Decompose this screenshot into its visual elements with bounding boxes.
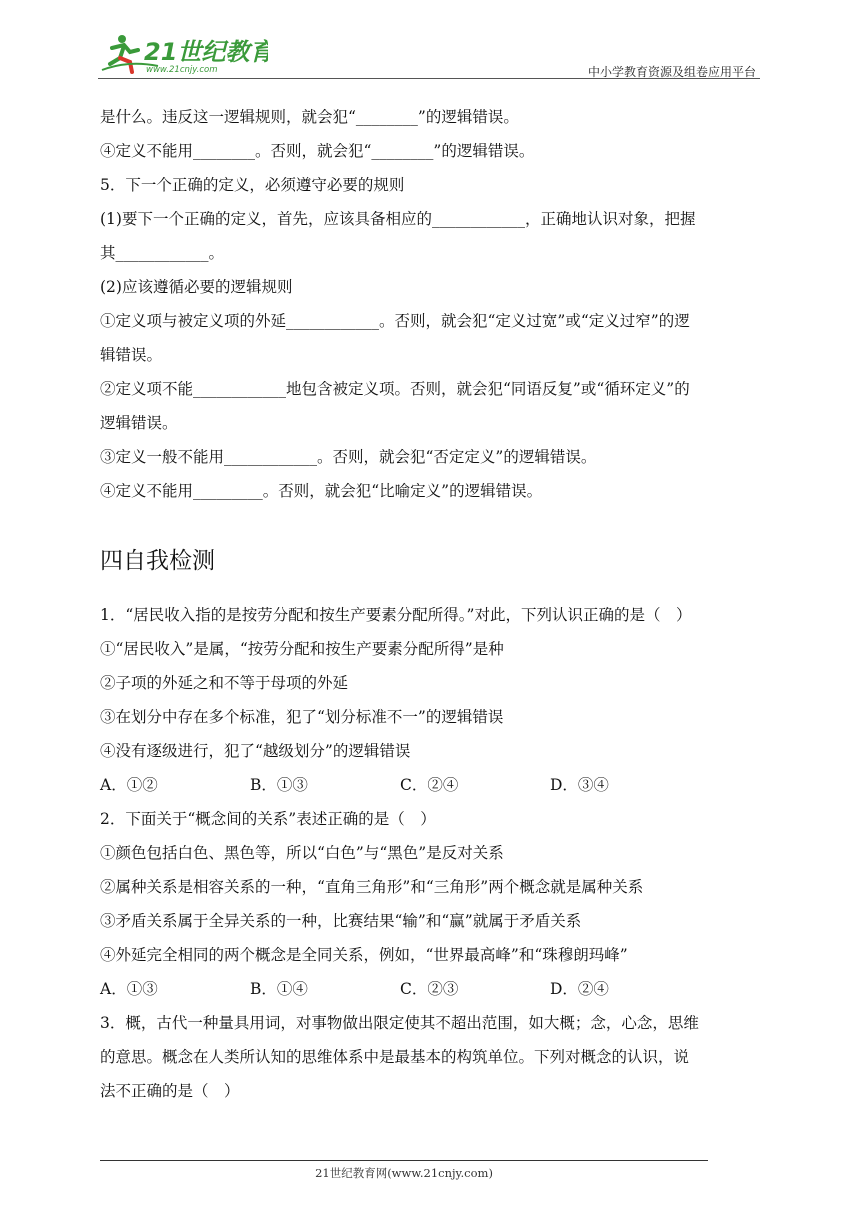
option-c: C．②③: [400, 980, 459, 998]
text-line: ①定义项与被定义项的外延____________。否则，就会犯“定义过宽”或“定义过窄”的逻: [100, 312, 690, 330]
logo: [98, 30, 268, 76]
text-line: 逻辑错误。: [100, 414, 178, 432]
question-text: 的意思。概念在人类所认知的思维体系中是最基本的构筑单位。下列对概念的认识，说: [100, 1048, 690, 1066]
question-1: [100, 598, 762, 802]
header-divider: [98, 78, 760, 79]
text-line: (2)应该遵循必要的逻辑规则: [100, 278, 293, 296]
logo-text: 21世纪教育: [144, 38, 268, 66]
document-body: [100, 100, 762, 1108]
question-statement: ③矛盾关系属于全异关系的一种，比赛结果“输”和“赢”就属于矛盾关系: [100, 912, 582, 930]
text-line: ④定义不能用_________。否则，就会犯“比喻定义”的逻辑错误。: [100, 482, 543, 500]
option-d: D．③④: [550, 776, 609, 794]
option-b: B．①④: [250, 980, 308, 998]
question-statement: ①颜色包括白色、黑色等，所以“白色”与“黑色”是反对关系: [100, 844, 504, 862]
question-text: 2．下面关于“概念间的关系”表述正确的是（ ）: [100, 810, 436, 828]
text-line: ④定义不能用________。否则，就会犯“________”的逻辑错误。: [100, 142, 535, 160]
question-statement: ④外延完全相同的两个概念是全同关系，例如，“世界最高峰”和“珠穆朗玛峰”: [100, 946, 628, 964]
text-line: ②定义项不能____________地包含被定义项。否则，就会犯“同语反复”或“循环定义”的: [100, 380, 690, 398]
text-line: (1)要下一个正确的定义，首先，应该具备相应的____________，正确地认识对象，把握: [100, 210, 696, 228]
question-text: 法不正确的是（ ）: [100, 1082, 240, 1100]
question-statement: ③在划分中存在多个标准，犯了“划分标准不一”的逻辑错误: [100, 708, 504, 726]
option-d: D．②④: [550, 980, 609, 998]
answer-options: [100, 768, 762, 802]
option-a: A．①②: [100, 776, 158, 794]
text-line: 5．下一个正确的定义，必须遵守必要的规则: [100, 176, 405, 194]
question-2: [100, 802, 762, 1006]
page-footer: 21世纪教育网(www.21cnjy.com): [315, 1166, 493, 1180]
text-line: 是什么。违反这一逻辑规则，就会犯“________”的逻辑错误。: [100, 108, 519, 126]
question-statement: ②子项的外延之和不等于母项的外延: [100, 674, 349, 692]
logo-url: www.21cnjy.com: [146, 65, 218, 75]
runner-logo-icon: [98, 30, 268, 76]
question-text: 3．概，古代一种量具用词，对事物做出限定使其不超出范围，如大概；念，心念，思维: [100, 1014, 699, 1032]
page-header: [98, 30, 760, 80]
question-statement: ①“居民收入”是属，“按劳分配和按生产要素分配所得”是种: [100, 640, 504, 658]
question-statement: ②属种关系是相容关系的一种，“直角三角形”和“三角形”两个概念就是属种关系: [100, 878, 644, 896]
question-text: 1．“居民收入指的是按劳分配和按生产要素分配所得。”对此，下列认识正确的是（ ）: [100, 606, 692, 624]
question-statement: ④没有逐级进行，犯了“越级划分”的逻辑错误: [100, 742, 411, 760]
text-line: 其____________。: [100, 244, 225, 262]
text-line: 辑错误。: [100, 346, 163, 364]
answer-options: [100, 972, 762, 1006]
text-line: ③定义一般不能用____________。否则，就会犯“否定定义”的逻辑错误。: [100, 448, 597, 466]
question-3: [100, 1006, 762, 1108]
footer-divider: [100, 1160, 708, 1161]
section-title: 四自我检测: [100, 548, 215, 574]
option-c: C．②④: [400, 776, 459, 794]
platform-name: 中小学教育资源及组卷应用平台: [587, 65, 756, 79]
option-a: A．①③: [100, 980, 158, 998]
option-b: B．①③: [250, 776, 308, 794]
